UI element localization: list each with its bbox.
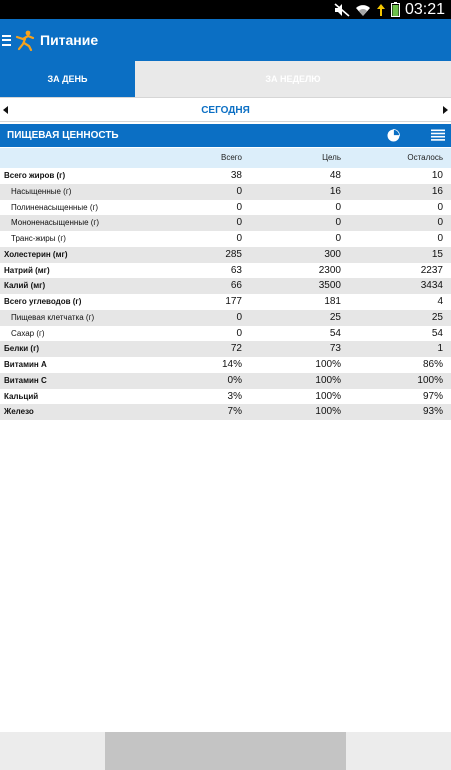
value-left: 100%	[417, 374, 443, 386]
value-goal: 0	[335, 201, 341, 213]
column-header-goal: Цель	[322, 153, 341, 162]
app-logo-icon[interactable]	[14, 29, 36, 51]
column-header-total: Всего	[221, 153, 242, 162]
table-row	[0, 389, 451, 405]
nutrient-name: Железо	[4, 407, 34, 417]
battery-icon	[391, 2, 400, 17]
value-total: 0	[236, 311, 242, 323]
bottom-scroll-thumb[interactable]	[105, 732, 346, 770]
column-header-left: Осталось	[407, 153, 443, 162]
list-view-icon[interactable]	[431, 129, 445, 142]
value-total: 63	[230, 264, 242, 276]
table-row	[0, 184, 451, 200]
value-total: 177	[225, 296, 242, 307]
nutrient-name: Всего углеводов (г)	[4, 297, 82, 306]
sync-icon	[376, 3, 386, 17]
table-row	[0, 341, 451, 357]
value-left: 86%	[422, 359, 443, 370]
nutrient-name: Витамин C	[4, 375, 47, 385]
value-total: 0	[236, 233, 242, 244]
nutrient-name: Калий (мг)	[4, 281, 46, 291]
value-left: 3434	[420, 280, 443, 292]
nutrient-name: Натрий (мг)	[4, 265, 50, 275]
value-goal: 16	[329, 185, 341, 197]
app-title: Питание	[40, 32, 99, 48]
table-row	[0, 310, 451, 326]
nutrient-name: Мононенасыщенные (г)	[11, 218, 99, 228]
value-left: 0	[437, 217, 443, 229]
section-header	[0, 124, 451, 147]
value-goal: 3500	[318, 280, 341, 292]
nutrient-name: Холестерин (мг)	[4, 249, 68, 259]
value-total: 66	[230, 280, 242, 292]
table-row	[0, 294, 451, 310]
value-goal: 0	[335, 217, 341, 229]
table-column-headers	[0, 148, 451, 168]
nutrient-name: Пищевая клетчатка (г)	[11, 312, 95, 322]
value-total: 14%	[221, 359, 242, 370]
nutrient-name: Сахар (г)	[11, 328, 45, 338]
value-total: 0%	[227, 374, 242, 386]
value-goal: 2300	[318, 264, 341, 276]
nutrition-table	[0, 168, 451, 420]
nutrient-name: Белки (г)	[4, 344, 40, 354]
nutrient-name: Витамин A	[4, 360, 47, 369]
value-left: 97%	[422, 390, 443, 402]
table-row	[0, 326, 451, 342]
value-goal: 54	[329, 327, 341, 339]
table-row	[0, 200, 451, 216]
value-total: 0	[236, 201, 242, 213]
tab-week[interactable]: ЗА НЕДЕЛЮ	[135, 61, 451, 97]
value-goal: 300	[324, 248, 341, 260]
date-label[interactable]: СЕГОДНЯ	[201, 105, 250, 116]
value-total: 0	[236, 217, 242, 229]
table-row	[0, 357, 451, 373]
tab-day[interactable]: ЗА ДЕНЬ	[0, 61, 135, 97]
status-bar	[0, 0, 451, 19]
value-left: 4	[437, 296, 443, 307]
status-icons	[334, 0, 445, 19]
table-row	[0, 215, 451, 231]
table-row	[0, 404, 451, 420]
value-goal: 100%	[315, 359, 341, 370]
value-total: 7%	[227, 406, 242, 418]
value-left: 0	[437, 233, 443, 244]
value-goal: 73	[329, 343, 341, 355]
status-time: 03:21	[404, 1, 445, 18]
value-goal: 100%	[315, 374, 341, 386]
value-left: 1	[437, 343, 443, 355]
value-goal: 0	[335, 233, 341, 244]
tab-bar	[0, 61, 451, 97]
nutrient-name: Всего жиров (г)	[4, 171, 66, 180]
value-total: 0	[236, 185, 242, 197]
value-total: 72	[230, 343, 242, 355]
value-left: 0	[437, 201, 443, 213]
value-goal: 48	[329, 170, 341, 181]
value-goal: 181	[324, 296, 341, 307]
section-title: ПИЩЕВАЯ ЦЕННОСТЬ	[7, 130, 119, 141]
value-left: 54	[431, 327, 443, 339]
table-row	[0, 373, 451, 389]
nutrient-name: Полиненасыщенные (г)	[11, 202, 99, 212]
value-goal: 100%	[315, 390, 341, 402]
value-left: 25	[431, 311, 443, 323]
menu-icon[interactable]	[2, 35, 11, 46]
value-total: 38	[230, 170, 242, 181]
value-left: 16	[431, 185, 443, 197]
table-row	[0, 247, 451, 263]
mute-icon	[334, 3, 350, 17]
bottom-bar	[0, 732, 451, 770]
value-left: 15	[431, 248, 443, 260]
next-day-arrow-icon[interactable]	[443, 106, 448, 114]
value-left: 93%	[422, 406, 443, 418]
table-row	[0, 168, 451, 184]
value-left: 2237	[420, 264, 443, 276]
wifi-icon	[355, 3, 371, 17]
value-total: 3%	[227, 390, 242, 402]
table-row	[0, 278, 451, 294]
pie-chart-icon[interactable]	[387, 129, 400, 142]
app-bar	[0, 19, 451, 61]
value-total: 0	[236, 327, 242, 339]
nutrient-name: Транс-жиры (г)	[11, 234, 66, 243]
date-navigation	[0, 97, 451, 122]
nutrient-name: Насыщенные (г)	[11, 186, 72, 196]
value-goal: 25	[329, 311, 341, 323]
value-goal: 100%	[315, 406, 341, 418]
table-row	[0, 231, 451, 247]
nutrient-name: Кальций	[4, 391, 39, 401]
value-total: 285	[225, 248, 242, 260]
value-left: 10	[431, 170, 443, 181]
table-row	[0, 263, 451, 279]
